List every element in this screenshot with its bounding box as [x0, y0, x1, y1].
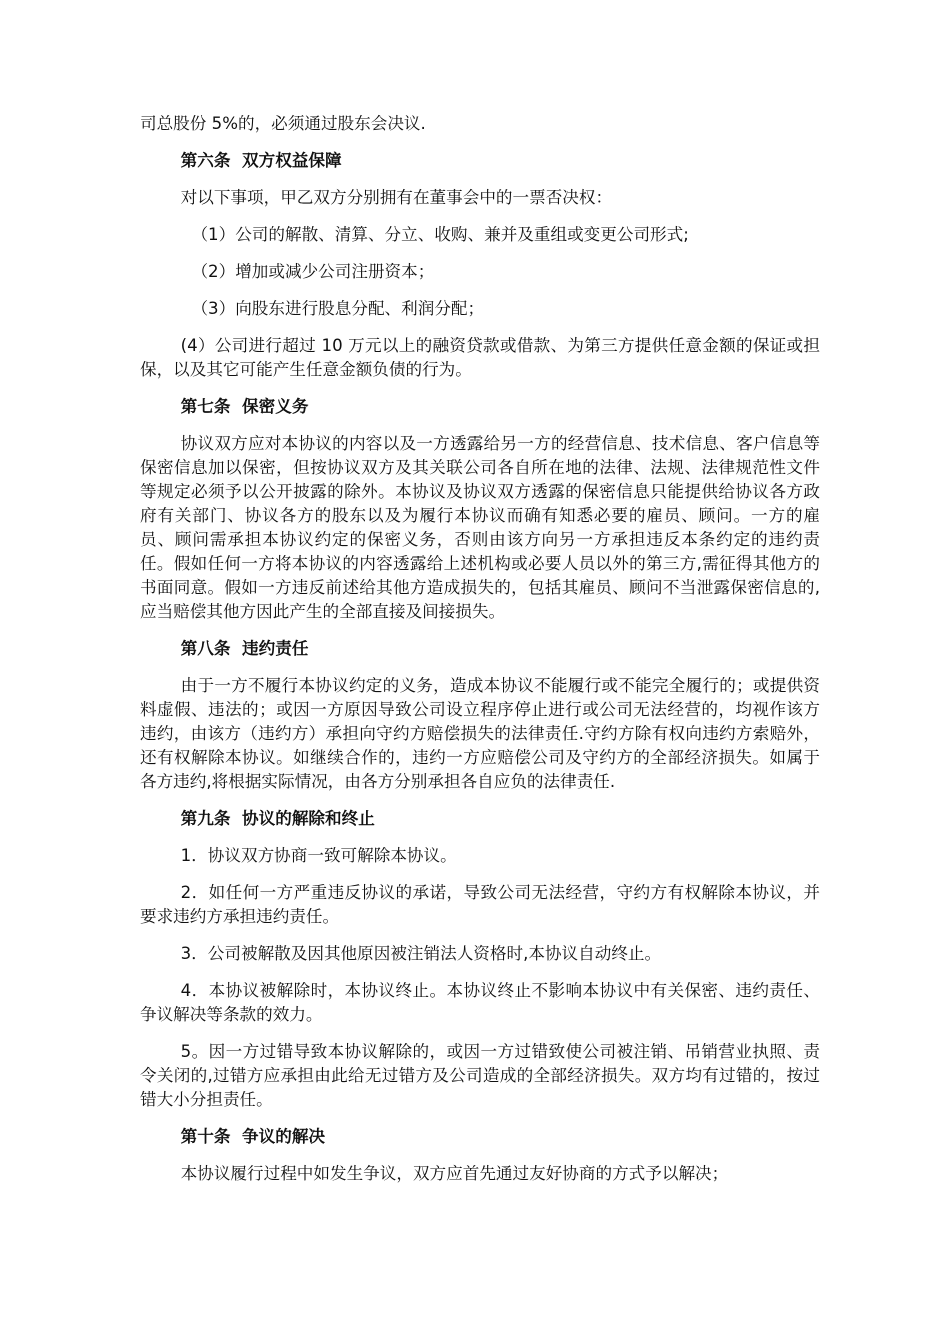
section-number: 第六条 — [180, 151, 231, 170]
list-item: 1．协议双方协商一致可解除本协议。 — [180, 846, 457, 865]
section-title: 协议的解除和终止 — [242, 809, 375, 828]
section-title: 保密义务 — [242, 397, 309, 416]
paragraph: 协议双方应对本协议的内容以及一方透露给另一方的经营信息、技术信息、客户信息等保密信息加以保密，但按协议双方及其关联公司各自所在地的法律、法规、法律规范性文件等规定必须予以公开披露的除外。本协议及协议双方透露的保密信息只能提供给协议各方政府有关部门、协议各方的股东以及为履行本协议而确有知悉必要的雇员、顾问。一方的雇员、顾问需承担本协议约定的保密义务，否则由该方向另一方承担违反本条约定的违约责任。假如任何一方将本协议的内容透露给上述机构或必要人员以外的第三方,需征得其他方的书面同意。假如一方违反前述给其他方造成损失的，包括其雇员、顾问不当泄露保密信息的,应当赔偿其他方因此产生的全部直接及间接损失。 — [140, 434, 820, 621]
section-number: 第八条 — [180, 639, 231, 658]
paragraph: 由于一方不履行本协议约定的义务，造成本协议不能履行或不能完全履行的；或提供资料虚假、违法的；或因一方原因导致公司设立程序停止进行或公司无法经营的，均视作该方违约，由该方（违约方）承担向守约方赔偿损失的法律责任.守约方除有权向违约方索赔外，还有权解除本协议。如继续合作的，违约一方应赔偿公司及守约方的全部经济损失。如属于各方违约,将根据实际情况，由各方分别承担各自应负的法律责任. — [140, 676, 820, 791]
list-item: 2．如任何一方严重违反协议的承诺，导致公司无法经营，守约方有权解除本协议，并要求违约方承担违约责任。 — [140, 883, 820, 926]
section-title: 违约责任 — [242, 639, 309, 658]
paragraph: 司总股份 5%的，必须通过股东会决议. — [140, 114, 426, 133]
paragraph: 对以下事项，甲乙双方分别拥有在董事会中的一票否决权： — [180, 188, 613, 207]
section-title: 争议的解决 — [242, 1127, 326, 1146]
list-item: 3．公司被解散及因其他原因被注销法人资格时,本协议自动终止。 — [180, 944, 662, 963]
list-item: 4．本协议被解除时，本协议终止。本协议终止不影响本协议中有关保密、违约责任、争议解决等条款的效力。 — [140, 981, 820, 1024]
section-heading — [140, 637, 820, 661]
list-item: （1）公司的解散、清算、分立、收购、兼并及重组或变更公司形式; — [191, 225, 689, 244]
section-heading — [140, 1125, 820, 1149]
section-title: 双方权益保障 — [242, 151, 342, 170]
list-item: （2）增加或减少公司注册资本； — [191, 262, 435, 281]
section-number: 第七条 — [180, 397, 231, 416]
document-page — [140, 112, 820, 1199]
list-item: (4）公司进行超过 10 万元以上的融资贷款或借款、为第三方提供任意金额的保证或担保，以及其它可能产生任意金额负债的行为。 — [140, 336, 820, 379]
section-heading — [140, 807, 820, 831]
list-item: 5。因一方过错导致本协议解除的，或因一方过错致使公司被注销、吊销营业执照、责令关闭的,过错方应承担由此给无过错方及公司造成的全部经济损失。双方均有过错的，按过错大小分担责任。 — [140, 1042, 820, 1109]
section-number: 第十条 — [180, 1127, 231, 1146]
section-heading — [140, 149, 820, 173]
section-heading — [140, 395, 820, 419]
list-item: （3）向股东进行股息分配、利润分配； — [191, 299, 485, 318]
paragraph: 本协议履行过程中如发生争议，双方应首先通过友好协商的方式予以解决； — [180, 1164, 729, 1183]
section-number: 第九条 — [180, 809, 231, 828]
